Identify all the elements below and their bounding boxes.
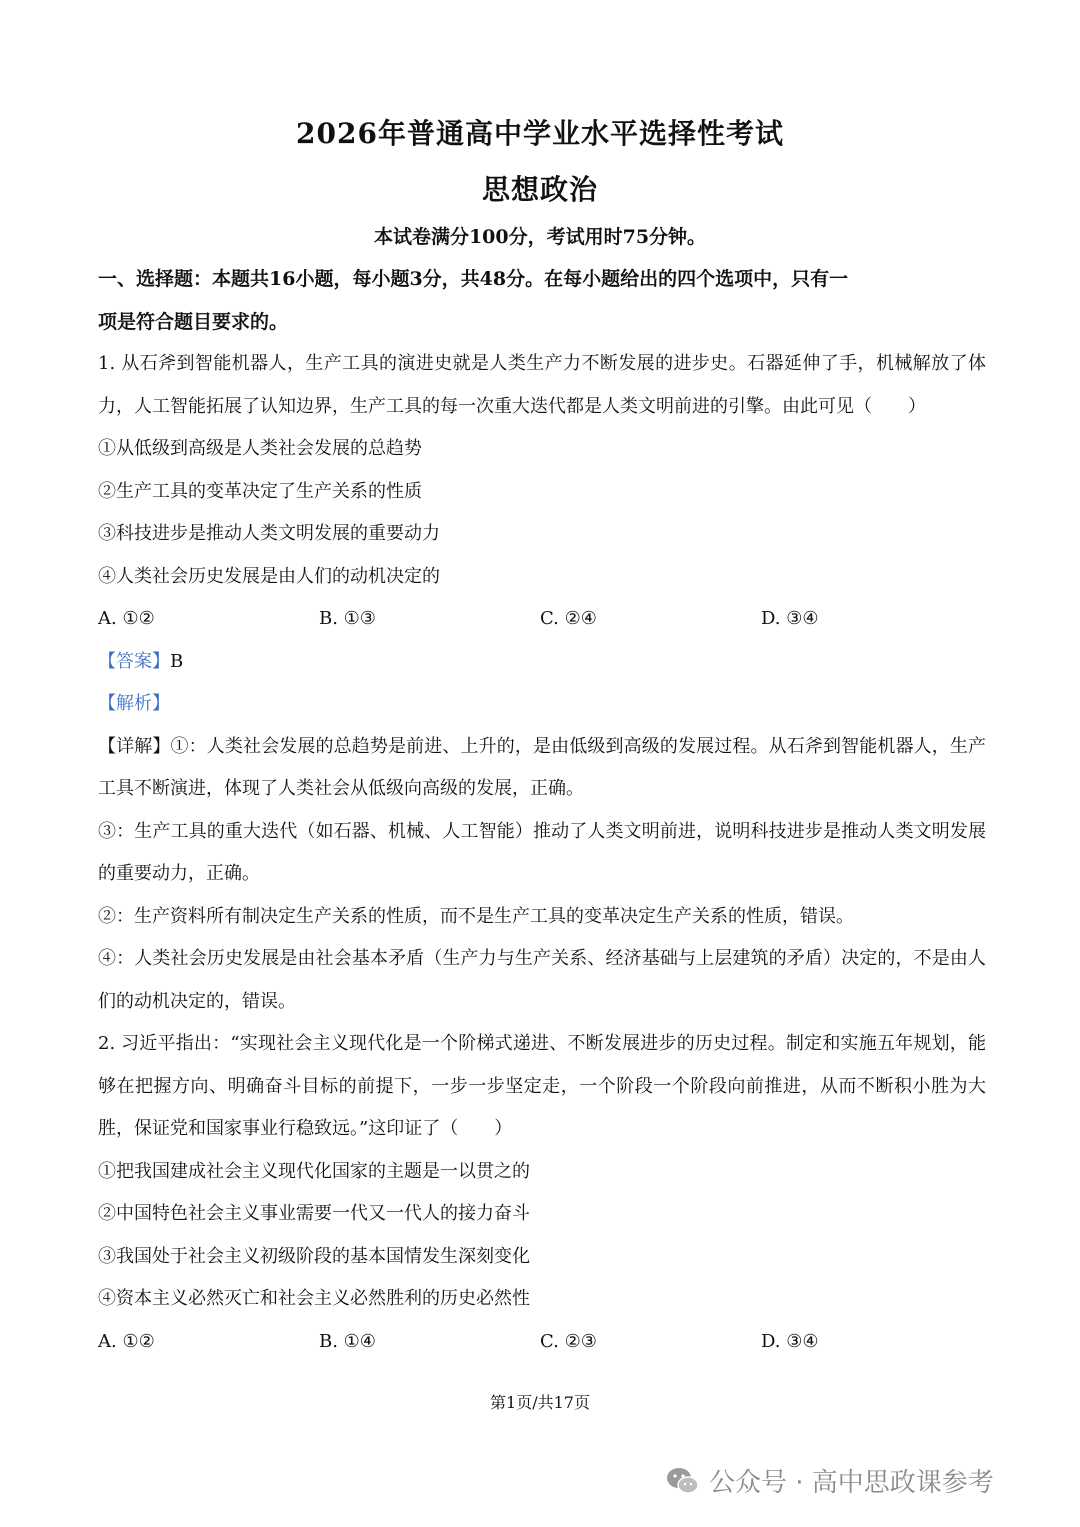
q1-item-3: ③科技进步是推动人类文明发展的重要动力 xyxy=(98,523,440,544)
q2-option-c: C. ②③ xyxy=(540,1330,597,1352)
q1-detail-4: ④：人类社会历史发展是由社会基本矛盾（生产力与生产关系、经济基础与上层建筑的矛盾）决定的，不是由人们的动机决定的，错误。 xyxy=(98,948,986,1012)
q2-option-d: D. ③④ xyxy=(761,1330,819,1352)
q2-options xyxy=(98,1321,986,1364)
q1-item-4: ④人类社会历史发展是由人们的动机决定的 xyxy=(98,565,440,587)
page-number: 第1页/共17页 xyxy=(490,1393,590,1412)
q1-option-c: C. ②④ xyxy=(540,608,597,629)
q1-detail-3: ②：生产资料所有制决定生产关系的性质，而不是生产工具的变革决定生产关系的性质，错误。 xyxy=(98,905,854,927)
q1-item-1: ①从低级到高级是人类社会发展的总趋势 xyxy=(98,438,422,459)
exam-subject: 思想政治 xyxy=(481,173,598,206)
exam-content xyxy=(98,258,986,1363)
q1-option-d: D. ③④ xyxy=(761,608,819,629)
detail-tag: 【详解】 xyxy=(98,735,171,757)
q1-option-a: A. ①② xyxy=(98,608,155,629)
section-title-line1: 一、选择题：本题共16小题，每小题3分，共48分。在每小题给出的四个选项中，只有一 xyxy=(98,268,849,290)
q2-option-a: A. ①② xyxy=(98,1330,155,1352)
q1-options xyxy=(98,598,986,641)
q2-stem: 2. 习近平指出：“实现社会主义现代化是一个阶梯式递进、不断发展进步的历史过程。制定和实施五年规划，能够在把握方向、明确奋斗目标的前提下，一步一步坚定走，一个阶段一个阶段向前推进，从而不断积小胜为大胜，保证党和国家事业行稳致远。”这印证了（ ） xyxy=(98,1033,986,1139)
exam-info: 本试卷满分100分，考试用时75分钟。 xyxy=(373,226,707,248)
section-title-line2: 项是符合题目要求的。 xyxy=(98,310,289,333)
q1-option-b: B. ①③ xyxy=(319,608,376,629)
q1-detail-2: ③：生产工具的重大迭代（如石器、机械、人工智能）推动了人类文明前进，说明科技进步是推动人类文明发展的重要动力，正确。 xyxy=(98,820,986,884)
q2-item-1: ①把我国建成社会主义现代化国家的主题是一以贯之的 xyxy=(98,1160,530,1182)
answer-tag: 【答案】 xyxy=(98,650,170,672)
q1-analysis-line xyxy=(98,683,986,726)
exam-title: 2026年普通高中学业水平选择性考试 xyxy=(296,117,784,150)
q1-detail-1 xyxy=(98,726,986,811)
q1-answer-line xyxy=(98,641,986,684)
q1-answer: B xyxy=(170,650,184,672)
q1-stem: 1. 从石斧到智能机器人，生产工具的演进史就是人类生产力不断发展的进步史。石器延伸了手，机械解放了体力，人工智能拓展了认知边界，生产工具的每一次重大迭代都是人类文明前进的引擎。由此可见（ ） xyxy=(98,353,986,417)
q2-item-3: ③我国处于社会主义初级阶段的基本国情发生深刻变化 xyxy=(98,1245,530,1267)
q2-item-4: ④资本主义必然灭亡和社会主义必然胜利的历史必然性 xyxy=(98,1288,530,1309)
wechat-icon xyxy=(665,1465,701,1497)
watermark xyxy=(665,1462,994,1499)
q2-option-b: B. ①④ xyxy=(319,1330,376,1352)
q2-item-2: ②中国特色社会主义事业需要一代又一代人的接力奋斗 xyxy=(98,1203,530,1224)
analysis-tag: 【解析】 xyxy=(98,693,170,714)
watermark-text: 公众号 · 高中思政课参考 xyxy=(709,1468,994,1498)
q1-detail-text-1: ①：人类社会发展的总趋势是前进、上升的，是由低级到高级的发展过程。从石斧到智能机器人，生产工具不断演进，体现了人类社会从低级向高级的发展，正确。 xyxy=(98,735,986,799)
q1-item-2: ②生产工具的变革决定了生产关系的性质 xyxy=(98,480,422,502)
